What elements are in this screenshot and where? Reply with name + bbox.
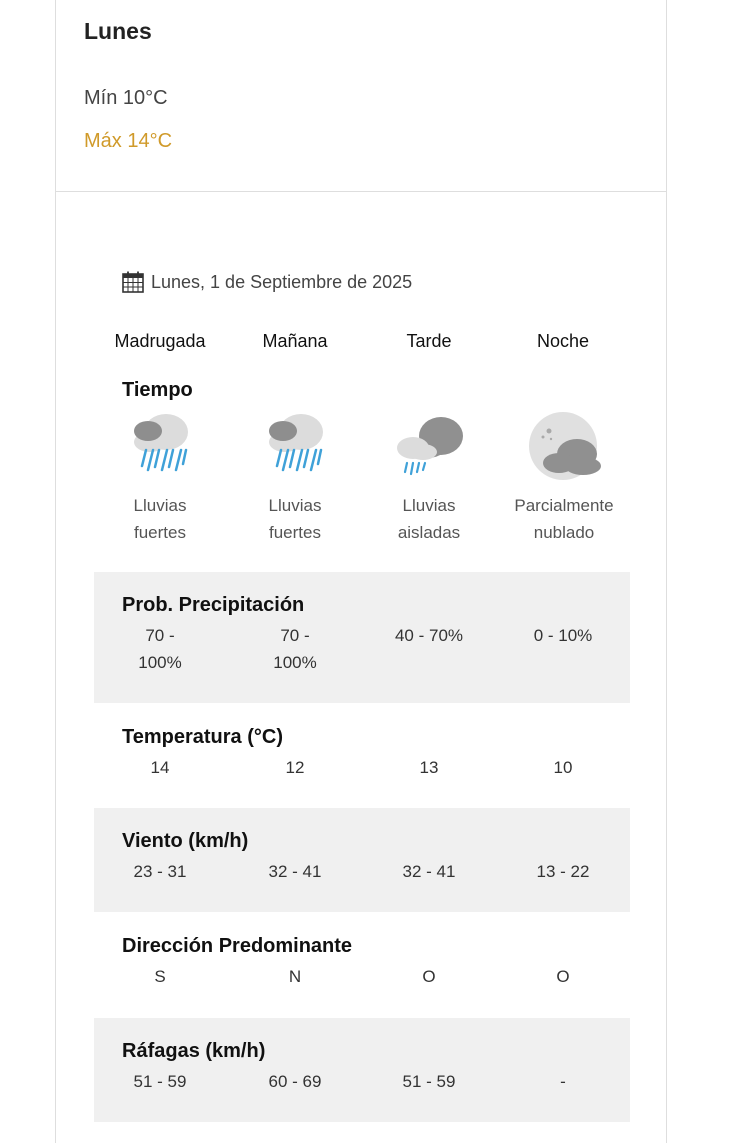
- day-summary: [84, 0, 666, 191]
- wind-value: 23 - 31: [133, 862, 187, 881]
- min-temperature: Mín 10°C: [84, 87, 168, 109]
- temperature-value: 14: [150, 758, 170, 777]
- gusts-value: 60 - 69: [268, 1072, 322, 1091]
- weather-desc-tarde: Lluvias aisladas: [397, 496, 461, 542]
- period-header-noche: Noche: [536, 331, 590, 351]
- precipitation-value: 70 - 100%: [138, 626, 182, 672]
- weather-desc-madrugada: Lluvias fuertes: [133, 496, 187, 542]
- precipitation-value: 0 - 10%: [533, 626, 593, 645]
- temperature-label: Temperatura (°C): [122, 726, 283, 748]
- weather-label: Tiempo: [122, 379, 193, 401]
- temperature-value: 13: [419, 758, 439, 777]
- temperature-value: 12: [285, 758, 305, 777]
- direction-value: O: [422, 967, 436, 986]
- heavy-rain-icon: [255, 412, 335, 482]
- forecast-date-text: Lunes, 1 de Septiembre de 2025: [151, 271, 413, 292]
- period-header-tarde: Tarde: [406, 331, 452, 351]
- precipitation-label: Prob. Precipitación: [122, 594, 305, 616]
- gusts-value: 51 - 59: [402, 1072, 456, 1091]
- gusts-value: -: [560, 1072, 566, 1091]
- forecast-date: [121, 270, 412, 294]
- gusts-value: 51 - 59: [133, 1072, 187, 1091]
- period-header-manana: Mañana: [262, 331, 328, 351]
- weather-desc-manana: Lluvias fuertes: [268, 496, 322, 542]
- wind-value: 32 - 41: [268, 862, 322, 881]
- wind-value: 32 - 41: [402, 862, 456, 881]
- max-temperature: Máx 14°C: [84, 130, 173, 152]
- direction-value: S: [154, 967, 166, 986]
- direction-label: Dirección Predominante: [122, 935, 353, 957]
- direction-value: N: [288, 967, 302, 986]
- divider: [56, 191, 666, 192]
- heavy-rain-icon: [120, 412, 200, 482]
- weather-desc-noche: Parcialmente nublado: [514, 496, 614, 542]
- temperature-value: 10: [553, 758, 573, 777]
- direction-value: O: [556, 967, 570, 986]
- calendar-icon: [121, 270, 145, 294]
- isolated-showers-icon: [389, 412, 469, 482]
- wind-value: 13 - 22: [536, 862, 590, 881]
- wind-label: Viento (km/h): [122, 830, 249, 852]
- gusts-label: Ráfagas (km/h): [122, 1040, 266, 1062]
- precipitation-value: 40 - 70%: [394, 626, 464, 645]
- partly-cloudy-night-icon: [523, 412, 603, 482]
- period-header-madrugada: Madrugada: [114, 331, 206, 351]
- forecast-card: [55, 0, 667, 1143]
- precipitation-value: 70 - 100%: [273, 626, 317, 672]
- day-title: Lunes: [84, 18, 152, 44]
